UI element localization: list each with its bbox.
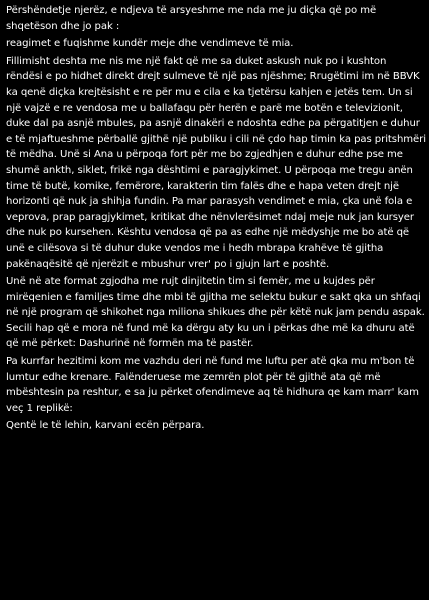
story-paragraph-thanks: Pa kurrfar hezitimi kom me vazhdu deri në fund me luftu per atë qka mu m'bon të lumtur edhe krenare. Falënderuese me zemrën plot për të gjithë ata që më mbështesin pa reshtur, e sa ju përket ofendimeve aq të hidhura qe kam marr' kam veç 1 replikë: [6, 356, 419, 414]
story-text-block [6, 3, 426, 434]
story-paragraph-closing: Qentë le të lehin, karvani ecën përpara. [6, 420, 205, 432]
story-paragraph-topic: reagimet e fuqishme kundër meje dhe vendimeve të mia. [6, 38, 294, 50]
story-paragraph-format: Unë në ate format zgjodha me rujt dinjitetin tim si femër, me u kujdes për mirëqenien e familjes time dhe mbi të gjitha me selektu bukur e sakt qka un shfaqi në një program që shikohet nga miliona shikues dhe për këtë nuk jam pendu aspak. Secili hap që e mora në fund më ka dërgu aty ku un i përkas dhe më ka dhuru atë që më përket: Dashurinë në formën ma të pastër. [6, 276, 425, 350]
story-paragraph-main: Fillimisht deshta me nis me një fakt që me sa duket askush nuk po i kushton rëndësi e po hidhet direkt drejt sulmeve të një pas njëshme; Rrugëtimi im në BBVK ka qenë diçka krejtësisht e re për mu e cila e ka tjetërsu kahjen e jetës tem. Un si një vajzë e re vendosa me u ballafaqu për herën e parë me botën e televizionit, duke dal pa asnjë mbules, pa asnjë dinakëri e ndoshta edhe pa përgatitjen e duhur e të mjaftueshme përballë gjithë një publiku i cili në çdo hap timin ka pas pritshmëri të mëdha. Unë si Ana u përpoqa fort për me bo zgjedhjen e duhur edhe pse me shumë ankth, siklet, frikë nga dështimi e paragjykimet. U përpoqa me tregu anën time të butë, komike, femërore, karakterin tim falës dhe e hapa veten drejt një horizonti që nuk ja shihja fundin. Pa mar parasysh vendimet e mia, çka unë fola e veprova, prap paragjykimet, kritikat dhe nënvlerësimet ndaj meje nuk jan kursyer dhe nuk po kursehen. Kështu vendosa që pa as edhe një mëdyshje me bo atë që unë e cilësova si të duhur duke vendos me i hedh mbrapa krahëve të gjitha pakënaqësitë që njerëzit e mbushur vrer' po i gjujn lart e poshtë. [6, 55, 426, 270]
story-paragraph-greeting: Përshëndetje njerëz, e ndjeva të arsyeshme me nda me ju diçka që po më shqetëson dhe jo pak : [6, 5, 377, 32]
